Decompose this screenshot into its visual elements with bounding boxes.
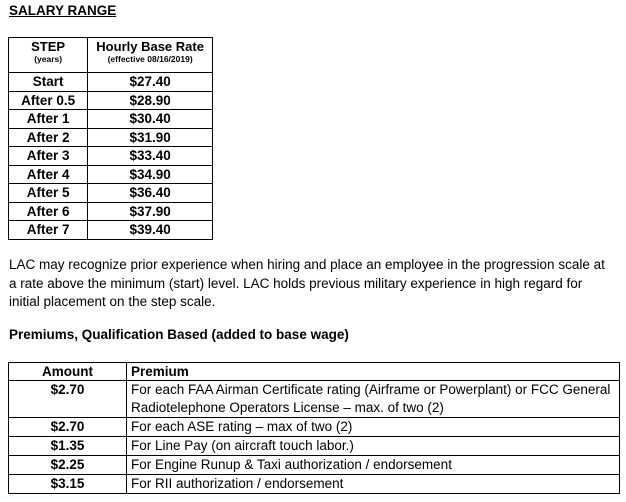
table-row: [9, 184, 213, 203]
rate-header-label: Hourly Base Rate: [96, 39, 204, 54]
table-row: [9, 221, 213, 240]
salary-table-header-row: [9, 38, 213, 73]
step-header-label: STEP: [31, 39, 66, 54]
table-row: [9, 202, 213, 221]
amount-cell: $2.70: [9, 418, 127, 437]
table-row: [9, 110, 213, 129]
step-cell: After 4: [9, 165, 88, 184]
rate-cell: $37.90: [88, 202, 213, 221]
table-row: [9, 437, 620, 456]
salary-range-heading: SALARY RANGE: [9, 3, 117, 18]
premium-cell: For Line Pay (on aircraft touch labor.): [127, 437, 620, 456]
step-cell: After 7: [9, 221, 88, 240]
rate-cell: $28.90: [88, 91, 213, 110]
premium-column-header: Premium: [127, 363, 620, 381]
step-cell: Start: [9, 73, 88, 92]
premium-cell: For each FAA Airman Certificate rating (Airframe or Powerplant) or FCC General Radiotelephone Operators License – max. of two (2): [127, 381, 620, 418]
step-cell: After 6: [9, 202, 88, 221]
salary-range-table: [8, 37, 213, 240]
rate-cell: $36.40: [88, 184, 213, 203]
rate-cell: $34.90: [88, 165, 213, 184]
rate-cell: $30.40: [88, 110, 213, 129]
rate-cell: $33.40: [88, 147, 213, 166]
step-cell: After 0.5: [9, 91, 88, 110]
experience-paragraph: LAC may recognize prior experience when hiring and place an employee in the progression scale at a rate above the minimum (start) level. LAC holds previous military experience in high regard for initial placement on the step scale.: [9, 257, 605, 309]
premium-cell: For Engine Runup & Taxi authorization / endorsement: [127, 456, 620, 475]
table-row: [9, 456, 620, 475]
table-row: [9, 165, 213, 184]
step-cell: After 5: [9, 184, 88, 203]
rate-cell: $31.90: [88, 128, 213, 147]
amount-cell: $2.25: [9, 456, 127, 475]
table-row: [9, 73, 213, 92]
amount-column-header: Amount: [9, 363, 127, 381]
premium-cell: For RII authorization / endorsement: [127, 475, 620, 494]
step-cell: After 2: [9, 128, 88, 147]
amount-cell: $2.70: [9, 381, 127, 418]
premiums-table: [8, 362, 620, 494]
step-header-sub: (years): [34, 54, 63, 64]
amount-cell: $1.35: [9, 437, 127, 456]
table-row: [9, 91, 213, 110]
rate-header-sub: (effective 08/16/2019): [107, 54, 193, 64]
table-row: [9, 418, 620, 437]
amount-cell: $3.15: [9, 475, 127, 494]
step-cell: After 3: [9, 147, 88, 166]
rate-cell: $27.40: [88, 73, 213, 92]
premiums-table-header-row: [9, 363, 620, 381]
table-row: [9, 475, 620, 494]
table-row: [9, 381, 620, 418]
premiums-heading: Premiums, Qualification Based (added to base wage): [9, 327, 349, 342]
table-row: [9, 128, 213, 147]
step-column-header: [9, 38, 88, 73]
rate-cell: $39.40: [88, 221, 213, 240]
premium-cell: For each ASE rating – max of two (2): [127, 418, 620, 437]
table-row: [9, 147, 213, 166]
rate-column-header: [88, 38, 213, 73]
step-cell: After 1: [9, 110, 88, 129]
